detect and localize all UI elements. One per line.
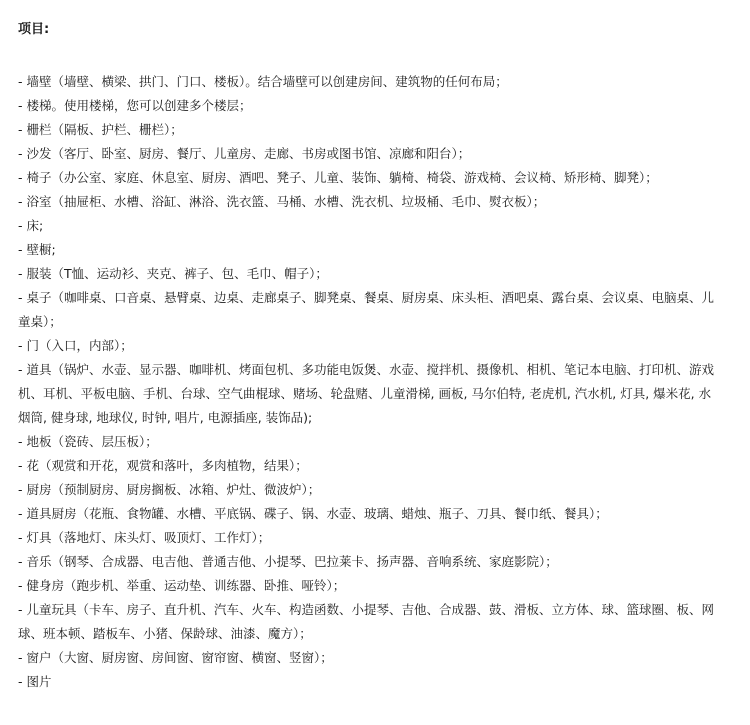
list-item: - 浴室（抽屉柜、水槽、浴缸、淋浴、洗衣篮、马桶、水槽、洗衣机、垃圾桶、毛巾、熨衣板）； — [18, 194, 546, 209]
list-item: - 道具厨房（花瓶、食物罐、水槽、平底锅、碟子、锅、水壶、玻璃、蜡烛、瓶子、刀具、餐巾纸、餐具）； — [18, 506, 608, 521]
section-heading: 项目: — [18, 22, 50, 37]
list-item: - 椅子（办公室、家庭、休息室、厨房、酒吧、凳子、儿童、装饰、躺椅、椅袋、游戏椅、会议椅、矫形椅、脚凳）； — [18, 170, 658, 185]
list-item: - 沙发（客厅、卧室、厨房、餐厅、儿童房、走廊、书房或图书馆、凉廊和阳台）； — [18, 146, 471, 161]
list-item: - 壁橱; — [18, 242, 56, 257]
list-item: - 窗户（大窗、厨房窗、房间窗、窗帘窗、横窗、竖窗）； — [18, 650, 333, 665]
list-item: - 花（观赏和开花，观赏和落叶，多肉植物，结果）； — [18, 458, 308, 473]
list-item: - 栅栏（隔板、护栏、栅栏）； — [18, 122, 183, 137]
list-item: - 地板（瓷砖、层压板）； — [18, 434, 158, 449]
list-item: - 图片 — [18, 674, 52, 689]
list-item: - 桌子（咖啡桌、口音桌、悬臂桌、边桌、走廊桌子、脚凳桌、餐桌、厨房桌、床头柜、酒吧桌、露台桌、会议桌、电脑桌、儿童桌）； — [18, 290, 714, 329]
list-item: - 服装（T恤、运动衫、夹克、裤子、包、毛巾、帽子）； — [18, 266, 328, 281]
list-item: - 道具（锅炉、水壶、显示器、咖啡机、烤面包机、多功能电饭煲、水壶、搅拌机、摄像机、相机、笔记本电脑、打印机、游戏机、耳机、平板电脑、手机、台球、空气曲棍球、赌场、轮盘赌、儿童滑梯, 画板, 马尔伯特, 老虎机, 汽水机, 灯具, 爆米花, 水烟筒, 健身球, 地球仪, 时钟, 唱片, 电源插座, 装饰品); — [18, 362, 714, 425]
list-item: - 墙壁（墙壁、横梁、拱门、门口、楼板）。结合墙壁可以创建房间、建筑物的任何布局； — [18, 74, 508, 89]
list-item: - 楼梯。使用楼梯，您可以创建多个楼层； — [18, 98, 252, 113]
list-item: - 音乐（钢琴、合成器、电吉他、普通吉他、小提琴、巴拉莱卡、扬声器、音响系统、家庭影院）； — [18, 554, 558, 569]
list-item: - 灯具（落地灯、床头灯、吸顶灯、工作灯）； — [18, 530, 271, 545]
list-item: - 床; — [18, 218, 44, 233]
list-item: - 健身房（跑步机、举重、运动垫、训练器、卧推、哑铃）； — [18, 578, 346, 593]
list-item: - 门（入口，内部）； — [18, 338, 133, 353]
list-item: - 儿童玩具（卡车、房子、直升机、汽车、火车、构造函数、小提琴、吉他、合成器、鼓、滑板、立方体、球、篮球圈、板、网球、班本顿、踏板车、小猪、保龄球、油漆、魔方）； — [18, 602, 714, 641]
list-item: - 厨房（预制厨房、厨房搁板、冰箱、炉灶、微波炉）； — [18, 482, 321, 497]
item-list — [18, 70, 720, 694]
